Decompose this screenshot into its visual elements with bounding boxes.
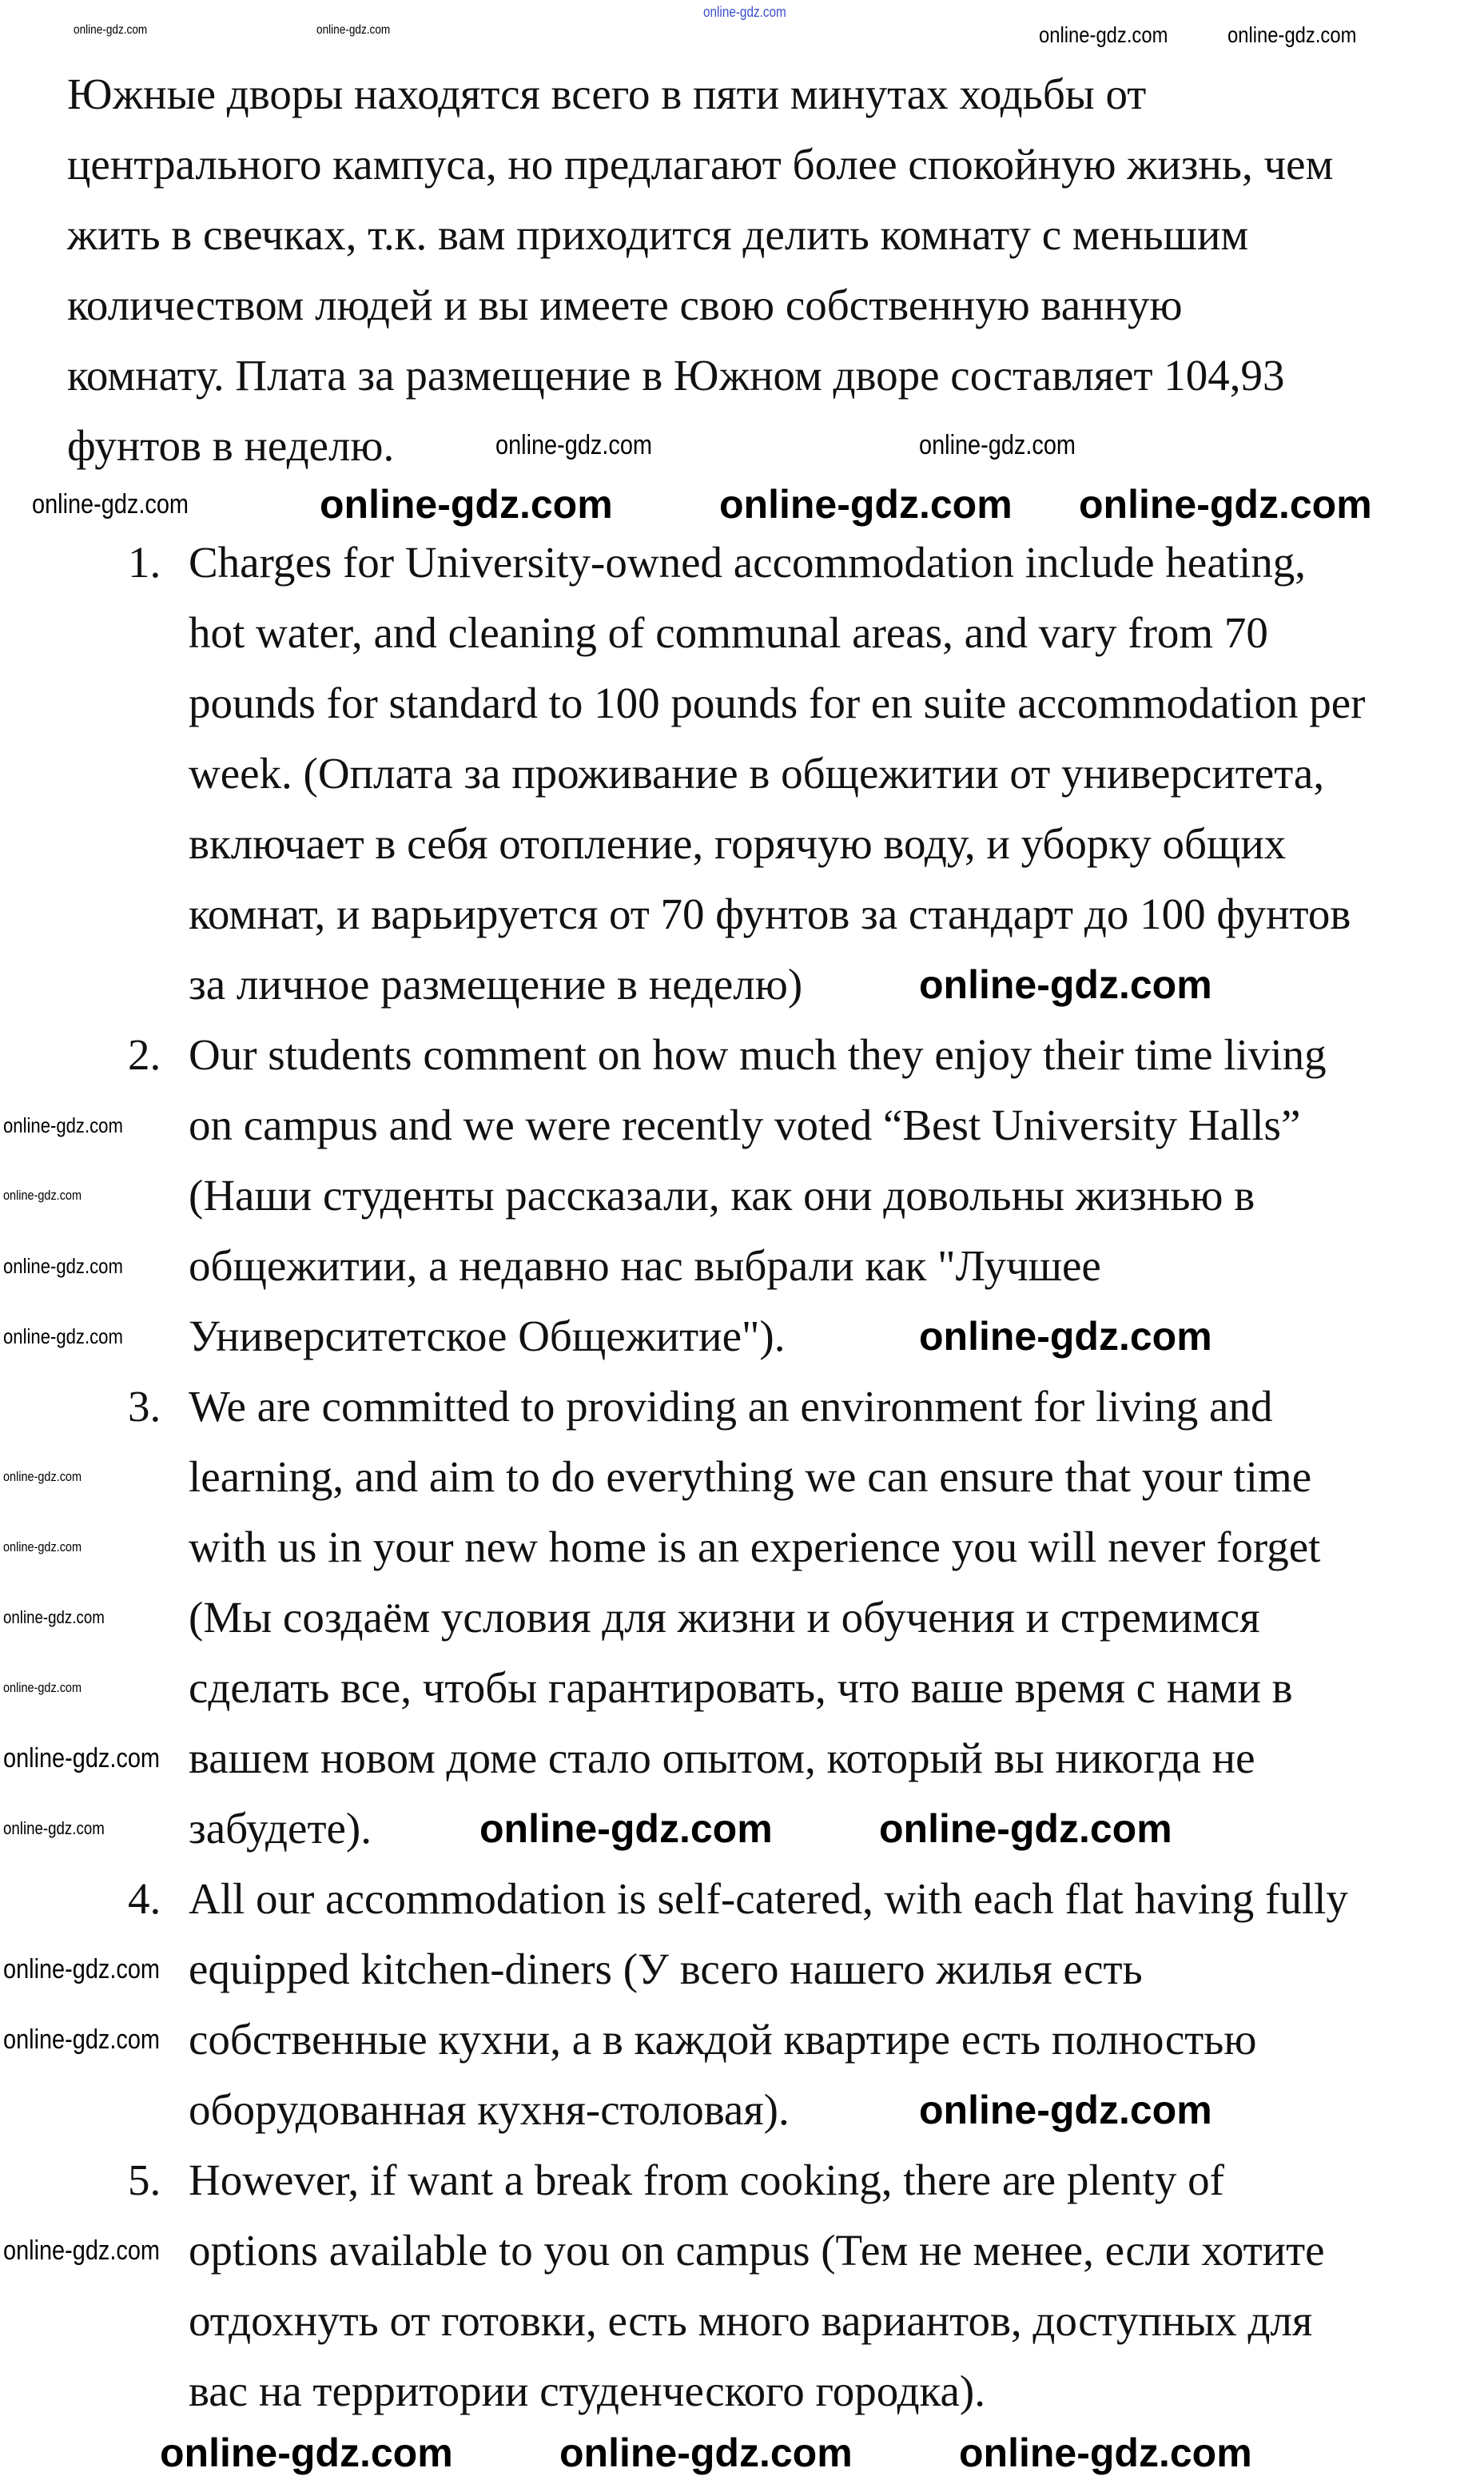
list-item-line: Our students comment on how much they enjoy their time living (189, 1030, 1327, 1079)
list-item-number: 1. (128, 538, 161, 587)
watermark: online-gdz.com (959, 2430, 1252, 2475)
watermark: online-gdz.com (3, 1680, 82, 1695)
paragraph-line: жить в свечках, т.к. вам приходится делить комнату с меньшим (67, 210, 1249, 259)
watermark: online-gdz.com (1227, 22, 1357, 47)
list-item-line: However, if want a break from cooking, there are plenty of (189, 2156, 1224, 2204)
list-item-line: вашем новом доме стало опытом, который вы никогда не (189, 1734, 1255, 1782)
list-item-number: 4. (128, 1874, 161, 1923)
watermark: online-gdz.com (160, 2430, 453, 2475)
list-item-line: equipped kitchen-diners (У всего нашего жилья есть (189, 1945, 1143, 1993)
watermark: online-gdz.com (3, 1954, 160, 1984)
list-item-line: общежитии, а недавно нас выбрали как "Лучшее (189, 1241, 1101, 1290)
paragraph-line: фунтов в неделю. (67, 421, 395, 470)
list-item-line: All our accommodation is self-catered, with each flat having fully (189, 1874, 1348, 1923)
watermark: online-gdz.com (32, 489, 189, 519)
watermark: online-gdz.com (3, 1743, 160, 1773)
paragraph-line: центрального кампуса, но предлагают более спокойную жизнь, чем (67, 140, 1334, 189)
watermark: online-gdz.com (703, 4, 786, 20)
list-item-line: за личное размещение в неделю) (189, 960, 803, 1009)
watermark: online-gdz.com (919, 962, 1212, 1007)
list-item-line: pounds for standard to 100 pounds for en suite accommodation per (189, 679, 1366, 727)
watermark: online-gdz.com (3, 1818, 105, 1838)
list-item-line: learning, and aim to do everything we can ensure that your time (189, 1452, 1312, 1501)
list-item-number: 3. (128, 1382, 161, 1431)
watermark: online-gdz.com (3, 1324, 123, 1348)
watermark: online-gdz.com (3, 1188, 82, 1203)
list-item-line: Charges for University-owned accommodation include heating, (189, 538, 1307, 587)
watermark: online-gdz.com (320, 482, 613, 527)
watermark: online-gdz.com (919, 2088, 1212, 2132)
list-item-line: on campus and we were recently voted “Best University Halls” (189, 1101, 1301, 1149)
paragraph-line: Южные дворы находятся всего в пяти минутах ходьбы от (67, 70, 1147, 118)
watermark: online-gdz.com (919, 1314, 1212, 1359)
watermark: online-gdz.com (3, 2235, 160, 2266)
list-item-line: собственные кухни, а в каждой квартире есть полностью (189, 2015, 1257, 2064)
watermark: online-gdz.com (316, 23, 391, 37)
watermark: online-gdz.com (3, 1469, 82, 1484)
list-item-line: (Наши студенты рассказали, как они довольны жизнью в (189, 1171, 1255, 1220)
list-item-line: включает в себя отопление, горячую воду, и уборку общих (189, 819, 1287, 868)
list-item-line: сделать все, чтобы гарантировать, что ваше время с нами в (189, 1663, 1293, 1712)
watermark: online-gdz.com (879, 1806, 1172, 1851)
watermark: online-gdz.com (3, 2024, 160, 2055)
paragraph-line: комнату. Плата за размещение в Южном дворе составляет 104,93 (67, 351, 1285, 400)
list-item-line: комнат, и варьируется от 70 фунтов за стандарт до 100 фунтов (189, 890, 1351, 938)
list-item-line: Университетское Общежитие"). (189, 1312, 786, 1360)
watermark: online-gdz.com (719, 482, 1013, 527)
list-item-number: 5. (128, 2156, 161, 2204)
list-item-line: hot water, and cleaning of communal areas, and vary from 70 (189, 608, 1268, 657)
list-item-line: забудете). (189, 1804, 372, 1853)
watermark: online-gdz.com (3, 1113, 123, 1137)
watermark: online-gdz.com (559, 2430, 853, 2475)
watermark: online-gdz.com (3, 1539, 82, 1555)
list-item-line: with us in your new home is an experience you will never forget (189, 1523, 1321, 1571)
list-item-line: (Мы создаём условия для жизни и обучения и стремимся (189, 1593, 1260, 1642)
watermark: online-gdz.com (1079, 482, 1372, 527)
watermark: online-gdz.com (495, 430, 652, 460)
watermark: online-gdz.com (3, 1607, 105, 1627)
paragraph-line: количеством людей и вы имеете свою собственную ванную (67, 281, 1183, 329)
watermark: online-gdz.com (74, 23, 148, 37)
list-item-line: week. (Оплата за проживание в общежитии от университета, (189, 749, 1325, 798)
list-item-number: 2. (128, 1030, 161, 1079)
list-item-line: We are committed to providing an environment for living and (189, 1382, 1273, 1431)
watermark: online-gdz.com (1039, 22, 1168, 47)
list-item-line: отдохнуть от готовки, есть много вариантов, доступных для (189, 2296, 1313, 2345)
watermark: online-gdz.com (479, 1806, 773, 1851)
list-item-line: options available to you on campus (Тем не менее, если хотите (189, 2226, 1325, 2275)
list-item-line: оборудованная кухня-столовая). (189, 2085, 790, 2134)
watermark: online-gdz.com (919, 430, 1076, 460)
list-item-line: вас на территории студенческого городка). (189, 2367, 985, 2415)
watermark: online-gdz.com (3, 1254, 123, 1278)
